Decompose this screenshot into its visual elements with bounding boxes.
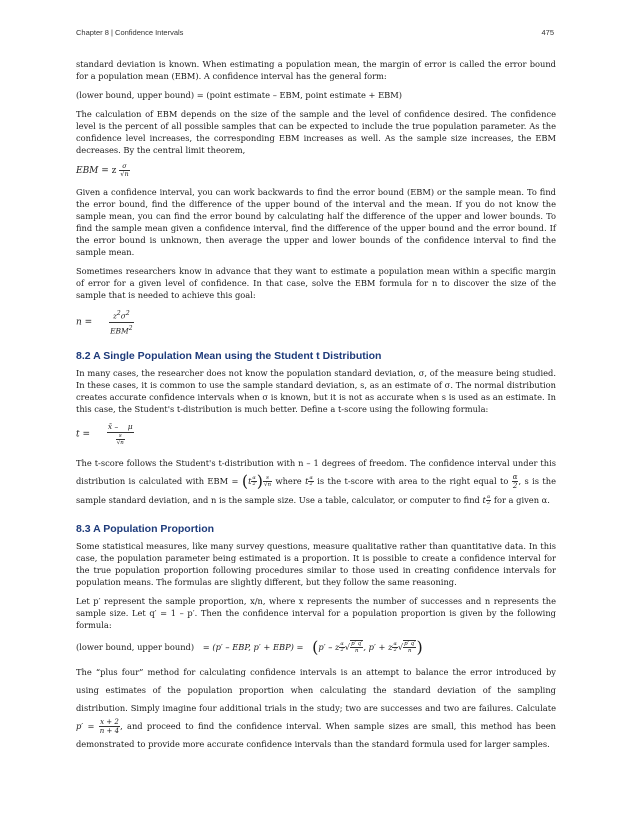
page-content [76,58,556,760]
paragraph: Let p′ represent the sample proportion, x/n, where x represents the number of successes and n represents the sample size. Let q′ = 1 – p′. Then the confidence interval for a population proportion is given by the following formula: [76,595,556,630]
paragraph: Given a confidence interval, you can work backwards to find the error bound (EBM) or the sample mean. To find the error bound, find the difference of the upper bound of the interval and the mean. If you do not know the sample mean, you can find the error bound by calculating half the difference of the upper and lower bounds. To find the sample mean given a confidence interval, find the difference of the upper bound and the error bound. If the error bound is unknown, then average the upper and lower bounds of the confidence interval to find the sample mean. [76,187,556,257]
sample-size-formula: n = $\frac{z^2\sigma^2}{EBM^2}$ [76,310,133,335]
interval-form: (lower bound, upper bound) = (point estimate – EBM, point estimate + EBM) [76,90,403,100]
alpha-over-2: $\frac{\alpha}{2}$ [512,473,518,490]
t-score-formula: t = $\frac{x̄ - \mu}{\frac{s}{√n}}$ [76,422,133,446]
t-alpha-over-2: t $\frac{\alpha}{2}$ [482,493,491,506]
paragraph: The t-score follows the Student's t-distribution with n – 1 degrees of freedom. The confidence interval under this distribution is calculated with EBM = (t $\frac{\alpha}{2}$ ) $\frac{s}{√n}$ where t $\frac{\alpha}{2}$ is the t-score with area to the right equal to $\frac{\alpha}{2}$ , s is the sample standard deviation, and n is the sample size. Use a table, calculator, or computer to find t $\frac{\alpha}{2}$ for a given α. [76,458,557,506]
page-number: 475 [541,28,554,37]
ebm-t-expression: (t $\frac{\alpha}{2}$ ) $\frac{s}{√n}$ [241,471,272,491]
paragraph: Some statistical measures, like many survey questions, measure qualitative rather than quantitative data. In this case, the population parameter being estimated is a proportion. It is possible to create a confidence interval for the true population proportion following procedures similar to those used in creating confidence intervals for population means. The formulas are slightly different, but they follow the same reasoning. [76,540,556,587]
proportion-interval-formula: (lower bound, upper bound) = (p′ – EBP, p′ + EBP) = (p′ – z $\frac{\alpha}{2}$ √ $\frac{p' q'}{n}$ , p′ + z $\frac{\alpha}{2}$ √ $\frac{p' q'}{n}$ ) [76,637,423,656]
section-heading-8-2: 8.2 A Single Population Mean using the Student t Distribution [76,350,382,362]
plus-four-formula: p′ = $\frac{x + 2}{n + 4}$ [76,718,120,735]
paragraph: The calculation of EBM depends on the size of the sample and the level of confidence desired. The confidence level is the percent of all possible samples that can be expected to include the true population parameter. As the confidence level increases, the corresponding EBM increases as well. As the sample size increases, the EBM decreases. By the central limit theorem, [76,109,556,155]
section-heading-8-3: 8.3 A Population Proportion [76,522,215,535]
chapter-title: Chapter 8 | Confidence Intervals [76,28,184,37]
ebm-formula: EBM = z $\frac{\sigma}{√n}$ [76,162,129,178]
t-alpha-over-2: t $\frac{\alpha}{2}$ [305,475,313,487]
paragraph: standard deviation is known. When estimating a population mean, the margin of error is called the error bound for a population mean (EBM). A confidence interval has the general form: [76,59,556,81]
paragraph: In many cases, the researcher does not know the population standard deviation, σ, of the measure being studied. In these cases, it is common to use the sample standard deviation, s, as an estimate of σ. The normal distribution creates accurate confidence intervals when σ is known, but it is not as accurate when s is used as an estimate. In this case, the Student's t-distribution is much better. Define a t-score using the following formula: [76,368,556,414]
proportion-interval-expression: (p′ – z $\frac{\alpha}{2}$ √ $\frac{p' q'}{n}$ , p′ + z $\frac{\alpha}{2}$ √ $\frac{p' q'}{n}$ ) [312,637,423,656]
paragraph: Sometimes researchers know in advance that they want to estimate a population mean within a specific margin of error for a given level of confidence. In that case, solve the EBM formula for n to discover the size of the sample that is needed to achieve this goal: [76,266,556,300]
paragraph: The “plus four” method for calculating confidence intervals is an attempt to balance the error introduced by using estimates of the population proportion when calculating the standard deviation of the sampling distribution. Simply imagine four additional trials in the study; two are successes and two are failures. Calculate p′ = $\frac{x + 2}{n + 4}$ , and proceed to find the confidence interval. When sample sizes are small, this method has been demonstrated to provide more accurate confidence intervals than the standard formula used for larger samples. [76,667,556,749]
